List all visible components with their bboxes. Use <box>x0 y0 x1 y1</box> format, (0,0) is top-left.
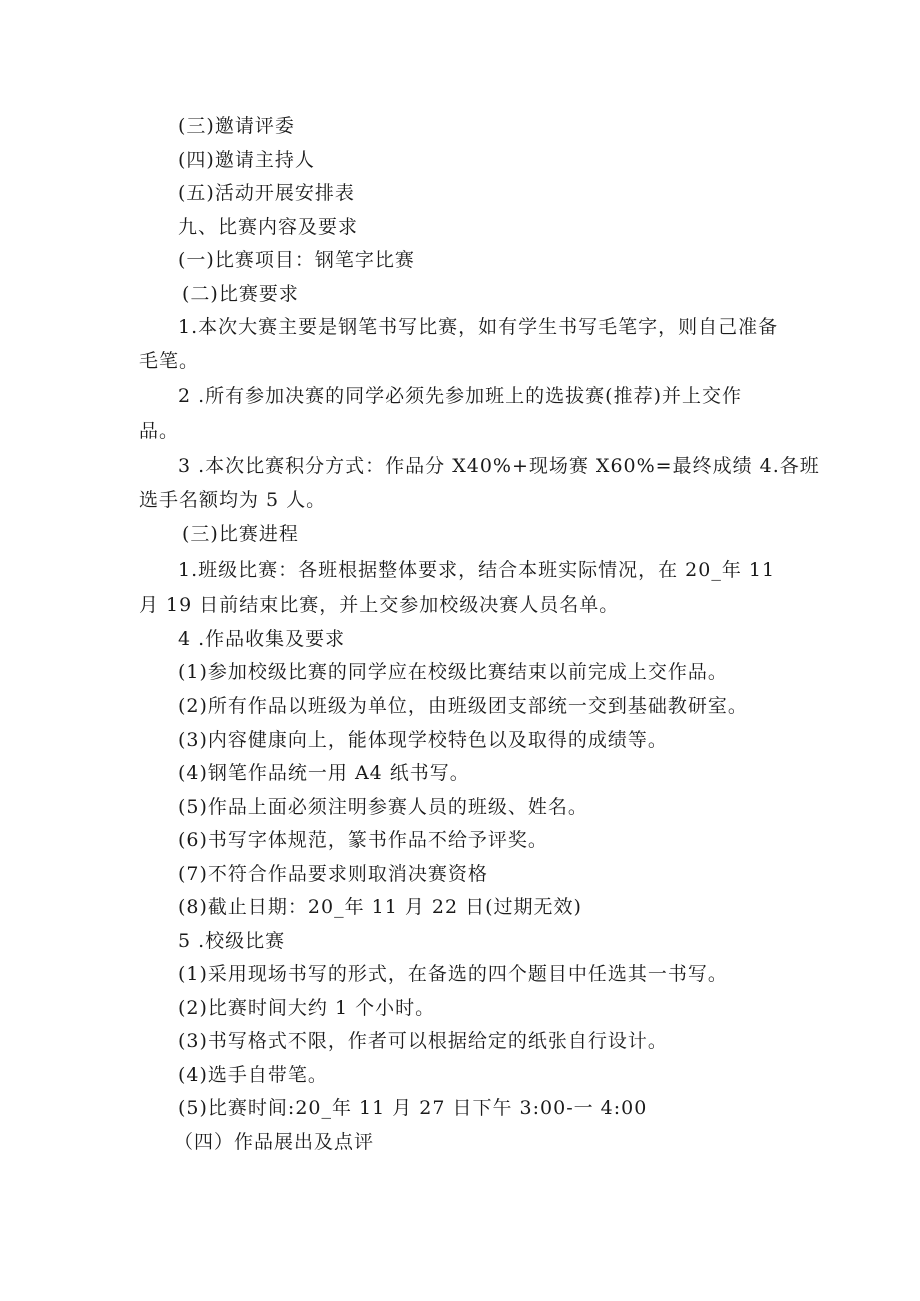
paragraph-line: 选手名额均为 5 人。 <box>139 489 327 511</box>
paragraph-line: 2 .所有参加决赛的同学必须先参加班上的选拔赛(推荐)并上交作 <box>178 385 742 407</box>
list-item: (8)截止日期：20_年 11 月 22 日(过期无效) <box>178 896 582 918</box>
heading-invite-host: (四)邀请主持人 <box>178 149 315 171</box>
list-item: (3)书写格式不限，作者可以根据给定的纸张自行设计。 <box>178 1030 668 1052</box>
paragraph-line: 毛笔。 <box>139 350 200 372</box>
list-item: (2)比赛时间大约 1 个小时。 <box>178 997 436 1019</box>
paragraph-line: 月 19 日前结束比赛，并上交参加校级决赛人员名单。 <box>139 594 620 616</box>
list-item: (4)选手自带笔。 <box>178 1064 328 1086</box>
list-item: (3)内容健康向上，能体现学校特色以及取得的成绩等。 <box>178 729 668 751</box>
heading-progress: (三)比赛进程 <box>182 523 299 545</box>
section-heading-nine: 九、比赛内容及要求 <box>178 216 359 238</box>
list-item: (5)比赛时间:20_年 11 月 27 日下午 3:00-一 4:00 <box>178 1097 648 1119</box>
paragraph-line: 3 .本次比赛积分方式：作品分 X40%+现场赛 X60%=最终成绩 4.各班 <box>178 455 820 477</box>
list-item: (7)不符合作品要求则取消决赛资格 <box>178 863 488 885</box>
list-item: (5)作品上面必须注明参赛人员的班级、姓名。 <box>178 796 588 818</box>
paragraph-line: 1.班级比赛：各班根据整体要求，结合本班实际情况，在 20_年 11 <box>178 559 776 581</box>
list-item: (6)书写字体规范，篆书作品不给予评奖。 <box>178 829 548 851</box>
list-item: (1)参加校级比赛的同学应在校级比赛结束以前完成上交作品。 <box>178 661 728 683</box>
list-item: (4)钢笔作品统一用 A4 纸书写。 <box>178 762 470 784</box>
list-item: (1)采用现场书写的形式，在备选的四个题目中任选其一书写。 <box>178 963 728 985</box>
heading-schedule: (五)活动开展安排表 <box>178 182 355 204</box>
heading-school-competition: 5 .校级比赛 <box>178 930 286 952</box>
list-item: (2)所有作品以班级为单位，由班级团支部统一交到基础教研室。 <box>178 695 748 717</box>
paragraph-line: 品。 <box>139 420 180 442</box>
heading-collection: 4 .作品收集及要求 <box>178 628 346 650</box>
heading-invite-judges: (三)邀请评委 <box>178 115 295 137</box>
heading-requirements: (二)比赛要求 <box>182 283 299 305</box>
paragraph-line: 1.本次大赛主要是钢笔书写比赛，如有学生书写毛笔字，则自己准备 <box>178 316 779 338</box>
heading-exhibition: （四）作品展出及点评 <box>174 1131 375 1153</box>
heading-competition-item: (一)比赛项目：钢笔字比赛 <box>178 249 415 271</box>
